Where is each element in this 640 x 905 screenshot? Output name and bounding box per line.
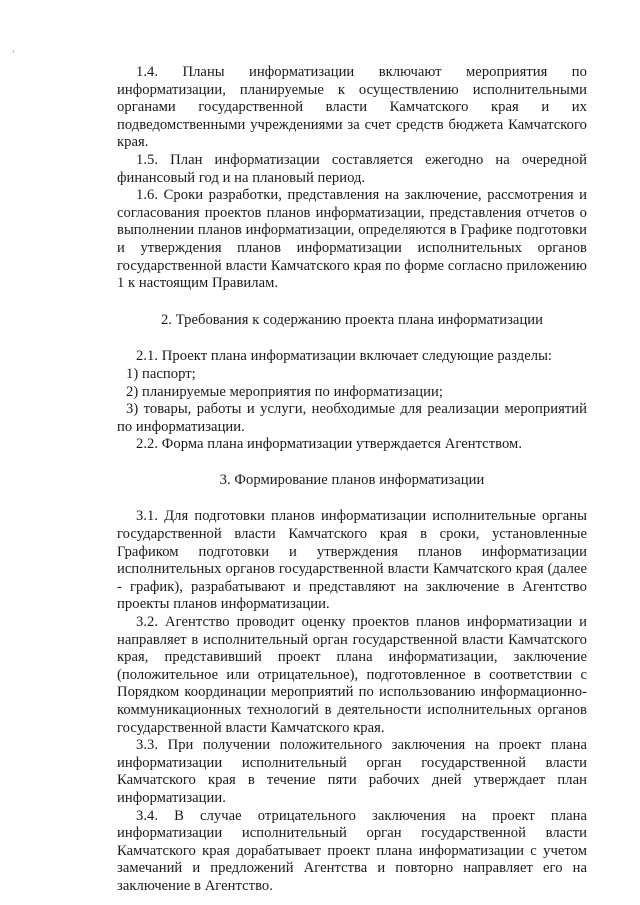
paragraph-1-5: 1.5. План информатизации составляется ежегодно на очередной финансовый год и на плановый период. [117, 151, 587, 186]
paragraph-3-1: 3.1. Для подготовки планов информатизации исполнительные органы государственной власти Камчатского края в сроки, установленные Графиком подготовки и утверждения планов информатизации исполнительных органов государственной власти Камчатского края (далее - график), разрабатывают и представляют на заключение в Агентство проекты планов информатизации. [117, 508, 587, 613]
document-body [117, 64, 587, 896]
scan-mark: ʼ [12, 49, 15, 58]
paragraph-2-2: 2.2. Форма плана информатизации утверждается Агентством. [136, 436, 523, 453]
paragraph-3-3: 3.3. При получении положительного заключения на проект плана информатизации исполнительный орган государственной власти Камчатского края в течение пяти рабочих дней утверждает план информатизации. [117, 737, 587, 806]
list-item-1: 1) паспорт; [126, 365, 196, 382]
section-3-heading: 3. Формирование планов информатизации [219, 471, 485, 488]
paragraph-3-2: 3.2. Агентство проводит оценку проектов планов информатизации и направляет в исполнительный орган государственной власти Камчатского края, представивший проект плана информатизации, заключение (положительное или отрицательное), подготовленное в соответствии с Порядком координации мероприятий по использованию информационно-коммуникационных технологий в деятельности исполнительных органов государственной власти Камчатского края. [117, 614, 587, 736]
list-item-2: 2) планируемые мероприятия по информатизации; [126, 383, 443, 400]
paragraph-2-1: 2.1. Проект плана информатизации включает следующие разделы: [136, 348, 553, 365]
paragraph-1-4: 1.4. Планы информатизации включают мероприятия по информатизации, планируемые к осуществлению исполнительными органами государственной власти Камчатского края и их подведомственными учреждениями за счет средств бюджета Камчатского края. [117, 64, 587, 151]
section-2-heading: 2. Требования к содержанию проекта плана информатизации [160, 311, 544, 328]
paragraph-1-6: 1.6. Сроки разработки, представления на заключение, рассмотрения и согласования проектов планов информатизации, представления отчетов о выполнении планов информатизации, определяются в Графике подготовки и утверждения планов информатизации исполнительных органов государственной власти Камчатского края по форме согласно приложению 1 к настоящим Правилам. [117, 187, 587, 292]
paragraph-3-4: 3.4. В случае отрицательного заключения на проект плана информатизации исполнительный орган государственной власти Камчатского края дорабатывает проект плана информатизации с учетом замечаний и предложений Агентства и повторно направляет его на заключение в Агентство. [117, 807, 587, 894]
list-item-3: 3) товары, работы и услуги, необходимые для реализации мероприятий по информатизации. [117, 401, 587, 435]
